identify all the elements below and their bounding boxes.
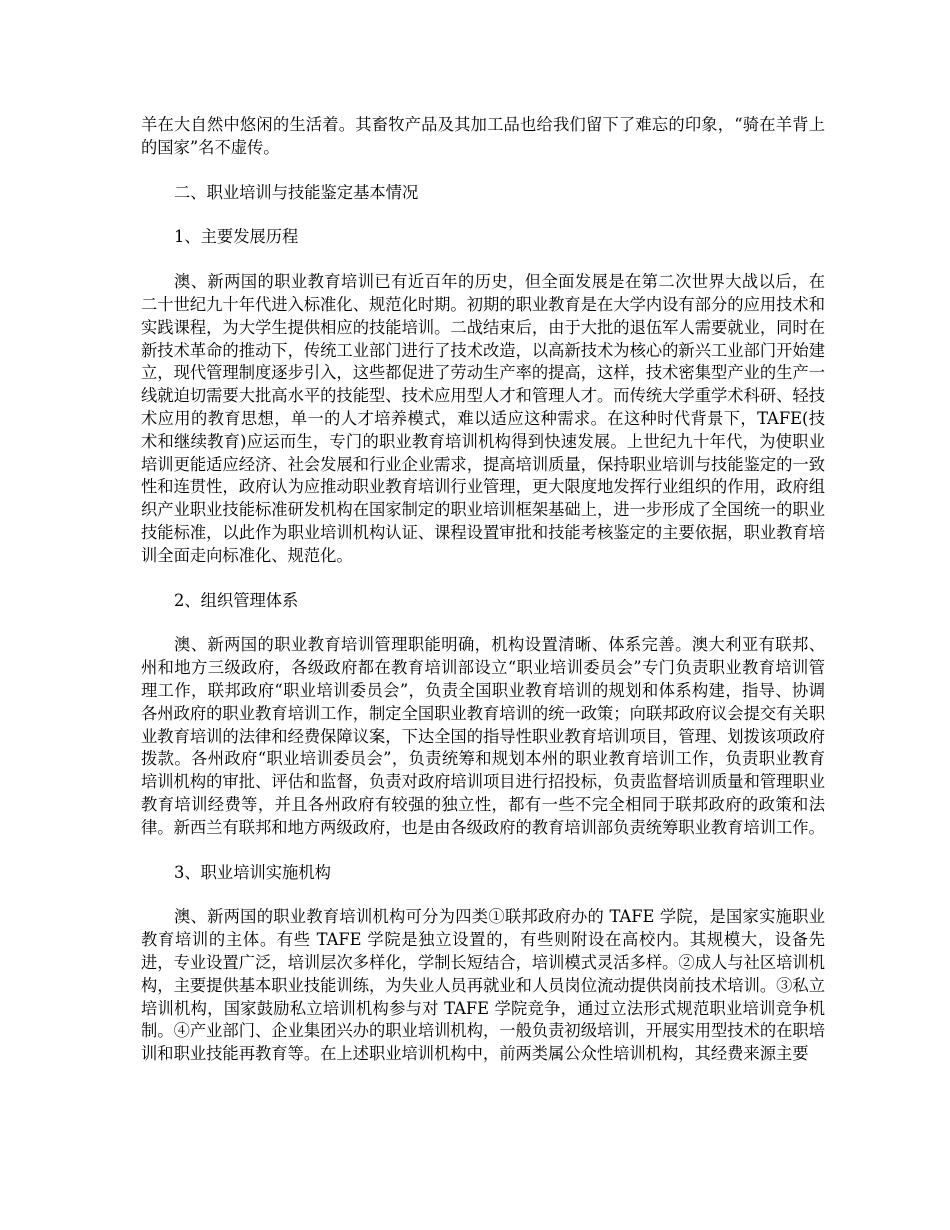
subsection-heading-history: 1、主要发展历程 — [174, 227, 299, 247]
paragraph-organization: 澳、新两国的职业教育培训管理职能明确，机构设置清晰、体系完善。澳大利亚有联邦、州和地方三级政府，各级政府都在教育培训部设立“职业培训委员会”专门负责职业教育培训管理工作，联邦政府“职业培训委员会”，负责全国职业教育培训的规划和体系构建，指导、协调各州政府的职业教育培训工作，制定全国职业教育培训的统一政策；向联邦政府议会提交有关职业教育培训的法律和经费保障议案，下达全国的指导性职业教育培训项目，管理、划拨该项政府拨款。各州政府“职业培训委员会”，负责统筹和规划本州的职业教育培训工作，负责职业教育培训机构的审批、评估和监督，负责对政府培训项目进行招投标，负责监督培训质量和管理职业教育培训经费等，并且各州政府有较强的独立性，都有一些不完全相同于联邦政府的政策和法律。新西兰有联邦和地方两级政府，也是由各级政府的教育培训部负责统筹职业教育培训工作。 — [141, 635, 825, 837]
intro-paragraph: 羊在大自然中悠闲的生活着。其畜牧产品及其加工品也给我们留下了难忘的印象，“骑在羊背上的国家”名不虚传。 — [141, 115, 825, 157]
subsection-heading-organization: 2、组织管理体系 — [174, 590, 299, 610]
subsection-heading-institutions: 3、职业培训实施机构 — [174, 862, 331, 882]
paragraph-history: 澳、新两国的职业教育培训已有近百年的历史，但全面发展是在第二次世界大战以后，在二十世纪九十年代进入标准化、规范化时期。初期的职业教育是在大学内设有部分的应用技术和实践课程，为大学生提供相应的技能培训。二战结束后，由于大批的退伍军人需要就业，同时在新技术革命的推动下，传统工业部门进行了技术改造，以高新技术为核心的新兴工业部门开始建立，现代管理制度逐步引入，这些都促进了劳动生产率的提高，这样，技术密集型产业的生产一线就迫切需要大批高水平的技能型、技术应用型人才和管理人才。而传统大学重学术科研、轻技术应用的教育思想，单一的人才培养模式，难以适应这种需求。在这种时代背景下，TAFE(技术和继续教育)应运而生，专门的职业教育培训机构得到快速发展。上世纪九十年代，为使职业培训更能适应经济、社会发展和行业企业需求，提高培训质量，保持职业培训与技能鉴定的一致性和连贯性，政府认为应推动职业教育培训行业管理，更大限度地发挥行业组织的作用，政府组织产业职业技能标准研发机构在国家制定的职业培训框架基础上，进一步形成了全国统一的职业技能标准，以此作为职业培训机构认证、课程设置审批和技能考核鉴定的主要依据，职业教育培训全面走向标准化、规范化。 — [141, 272, 825, 565]
document-page — [141, 114, 825, 1066]
paragraph-institutions: 澳、新两国的职业教育培训机构可分为四类①联邦政府办的 TAFE 学院，是国家实施职业教育培训的主体。有些 TAFE 学院是独立设置的，有些则附设在高校内。其规模大，设备先进，专业设置广泛，培训层次多样化，学制长短结合，培训模式灵活多样。②成人与社区培训机构，主要提供基本职业技能训练，为失业人员再就业和人员岗位流动提供岗前技术培训。③私立培训机构，国家鼓励私立培训机构参与对 TAFE 学院竞争，通过立法形式规范职业培训竞争机制。④产业部门、企业集团兴办的职业培训机构，一般负责初级培训，开展实用型技术的在职培训和职业技能再教育等。在上述职业培训机构中，前两类属公众性培训机构，其经费来源主要 — [141, 907, 825, 1064]
section-heading: 二、职业培训与技能鉴定基本情况 — [174, 182, 419, 202]
